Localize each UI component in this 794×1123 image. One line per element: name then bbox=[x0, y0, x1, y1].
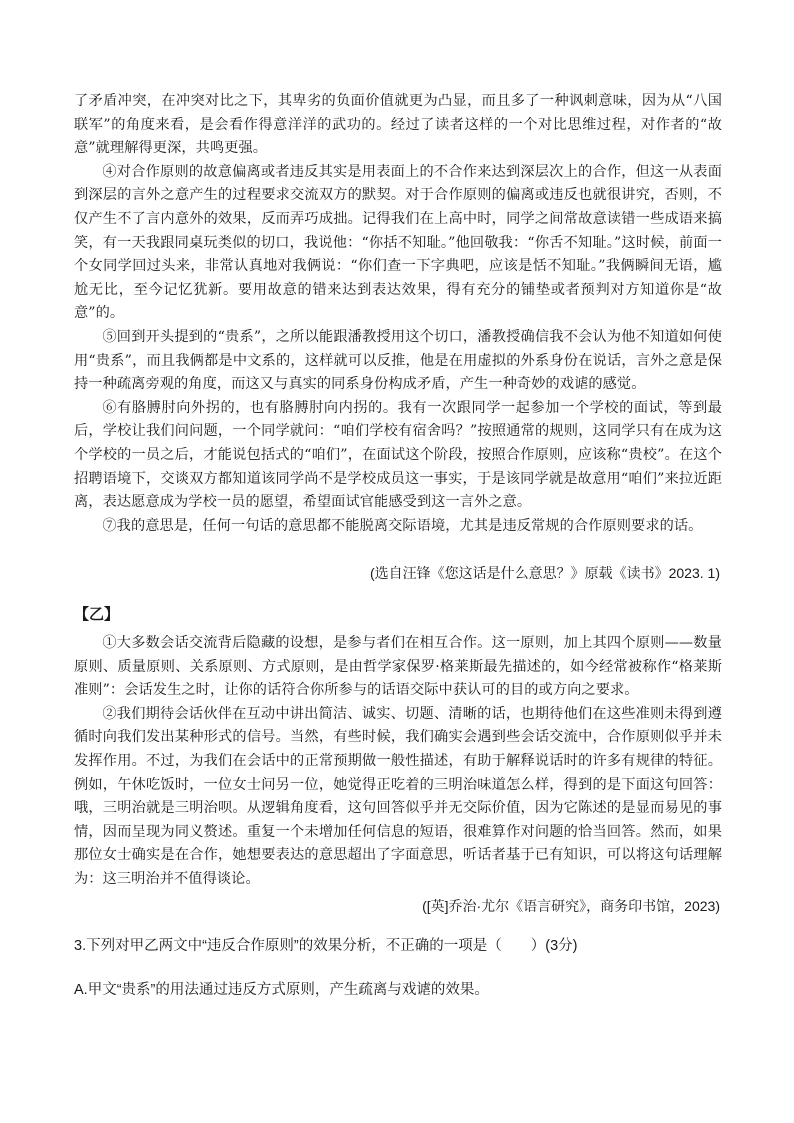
passage-yi-label: 【乙】 bbox=[74, 605, 120, 623]
passage-yi-paragraph-1: ①大多数会话交流背后隐藏的设想，是参与者们在相互合作。这一原则，加上其四个原则——数量原则、质量原则、关系原则、方式原则，是由哲学家保罗·格莱斯最先描述的，如今经常被称作“格莱斯准则”：会话发生之时，让你的话符合你所参与的话语交际中获认可的目的或方向之要求。 bbox=[74, 635, 722, 699]
passage-jia-paragraph-continued: 了矛盾冲突，在冲突对比之下，其卑劣的负面价值就更为凸显，而且多了一种讽刺意味，因为从“八国联军”的角度来看，是会看作得意洋洋的武功的。经过了读者这样的一个对比思维过程，对作者的“故意”就理解得更深，共鸣更强。 bbox=[74, 93, 722, 157]
passage-yi-source: ([英]乔治·尤尔《语言研究》，商务印书馆，2023) bbox=[422, 898, 720, 914]
passage-jia-paragraph-7: ⑦我的意思是，任何一句话的意思都不能脱离交际语境，尤其是违反常规的合作原则要求的话。 bbox=[102, 517, 703, 534]
passage-jia-paragraph-6: ⑥有胳膊肘向外拐的，也有胳膊肘向内拐的。我有一次跟同学一起参加一个学校的面试，等到最后，学校让我们问问题，一个同学就问：“咱们学校有宿舍吗？”按照通常的规则，这同学只有在成为这个学校的一员之后，才能说包括式的“咱们”，在面试这个阶段，按照合作原则，应该称“贵校”。在这个招聘语境下，交谈双方都知道该同学尚不是学校成员这一事实，于是该同学就是故意用“咱们”来拉近距离，表达愿意成为学校一员的愿望，希望面试官能感受到这一言外之意。 bbox=[74, 399, 722, 511]
passage-jia-paragraph-4: ④对合作原则的故意偏离或者违反其实是用表面上的不合作来达到深层次上的合作，但这一从表面到深层的言外之意产生的过程要求交流双方的默契。对于合作原则的偏离或违反也就很讲究，否则，不仅产生不了言内意外的效果，反而弄巧成拙。记得我们在上高中时，同学之间常故意读错一些成语来搞笑，有一天我跟同桌玩类似的切口，我说他：“你括不知耻。”他回敬我：“你舌不知耻。”这时候，前面一个女同学回过头来，非常认真地对我俩说：“你们查一下字典吧，应该是恬不知耻。”我俩瞬间无语，尴尬无比，至今记忆犹新。要用故意的错来达到表达效果，得有充分的铺垫或者预判对方知道你是“故意”的。 bbox=[74, 163, 722, 322]
passage-jia-paragraph-5: ⑤回到开头提到的“贵系”，之所以能跟潘教授用这个切口，潘教授确信我不会认为他不知道如何使用“贵系”，而且我俩都是中文系的，这样就可以反推，他是在用虚拟的外系身份在说话，言外之意是保持一种疏离旁观的角度，而这又与真实的同系身份构成矛盾，产生一种奇妙的戏谑的感觉。 bbox=[74, 328, 722, 393]
passage-jia-source: (选自汪锋《您这话是什么意思？》原载《读书》2023. 1) bbox=[369, 565, 720, 581]
passage-jia bbox=[74, 90, 722, 538]
question-3-option-a: A.甲文“贵系”的用法通过违反方式原则，产生疏离与戏谑的效果。 bbox=[74, 982, 489, 998]
passage-yi bbox=[74, 632, 722, 892]
passage-yi-paragraph-2: ②我们期待会话伙伴在互动中讲出简洁、诚实、切题、清晰的话，也期待他们在这些准则未得到遵循时向我们发出某种形式的信号。当然，有些时候，我们确实会遇到些会话交流中，合作原则似乎并未发挥作用。不过，为我们在会话中的正常预期做一般性描述，有助于解释说话时的许多有规律的特征。例如，午休吃饭时，一位女士问另一位，她觉得正吃着的三明治味道怎么样，得到的是下面这句回答：哦，三明治就是三明治呗。从逻辑角度看，这句回答似乎并无交际价值，因为它陈述的是显而易见的事情，因而呈现为同义赘述。重复一个未增加任何信息的短语，很难算作对问题的恰当回答。然而，如果那位女士确实是在合作，她想要表达的意思超出了字面意思，听话者基于已有知识，可以将这句话理解为：这三明治并不值得谈论。 bbox=[74, 705, 722, 887]
question-3-stem: 3.下列对甲乙两文中“违反合作原则”的效果分析，不正确的一项是（ ）(3分) bbox=[74, 938, 578, 954]
